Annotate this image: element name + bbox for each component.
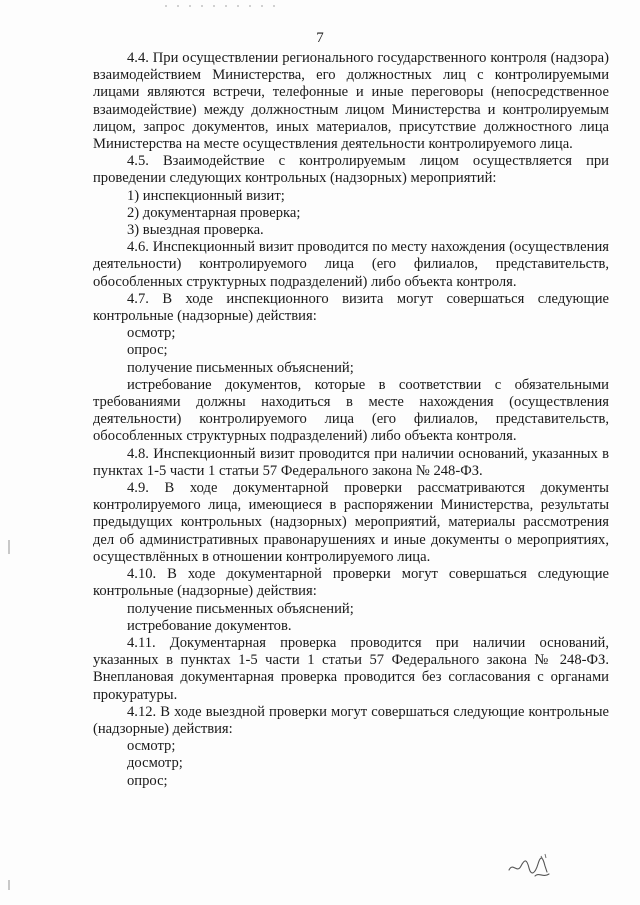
list-item: опрос; <box>127 772 168 789</box>
page-number: 7 <box>316 30 324 46</box>
document-body <box>93 50 609 790</box>
list-item: получение письменных объяснений; <box>127 600 354 617</box>
paragraph-4-6: 4.6. Инспекционный визит проводится по месту нахождения (осуществления деятельности) контролируемого лица (его филиалов, представительств, обособленных структурных подразделений) либо объекта контроля. <box>93 239 609 290</box>
paragraph-4-7: 4.7. В ходе инспекционного визита могут совершаться следующие контрольные (надзорные) действия: <box>93 290 609 325</box>
scan-edge-mark <box>8 540 10 554</box>
scan-artifact <box>160 4 280 8</box>
paragraph-4-8: 4.8. Инспекционный визит проводится при наличии оснований, указанных в пунктах 1-5 части 1 статьи 57 Федерального закона № 248-ФЗ. <box>93 445 609 479</box>
list-item: истребование документов, которые в соответствии с обязательными требованиями должны находиться в месте нахождения (осуществления деятельности) контролируемого лица (его филиалов, представительств, обособленных структурных подразделений) либо объекта контроля. <box>93 376 609 445</box>
paragraph-4-4: 4.4. При осуществлении регионального государственного контроля (надзора) взаимодействием Министерства, его должностных лиц с контролируемыми лицами являются встречи, телефонные и иные переговоры (непосредственное взаимодействие) между должностным лицом Министерства и контролируемым лицом, запрос документов, иных материалов, присутствие должностного лица Министерства на месте осуществления деятельности контролируемого лица. <box>93 50 609 153</box>
list-item: осмотр; <box>127 325 176 342</box>
signature-initials <box>505 852 555 882</box>
paragraph-4-11: 4.11. Документарная проверка проводится при наличии оснований, указанных в пунктах 1-5 части 1 статьи 57 Федерального закона № 248-ФЗ. Внеплановая документарная проверка проводится без согласования с органами прокуратуры. <box>93 634 609 703</box>
list-item: 3) выездная проверка. <box>127 222 264 239</box>
list-item: опрос; <box>127 342 168 359</box>
paragraph-4-10: 4.10. В ходе документарной проверки могут совершаться следующие контрольные (надзорные) действия: <box>93 566 609 600</box>
paragraph-4-9: 4.9. В ходе документарной проверки рассматриваются документы контролируемого лица, имеющиеся в распоряжении Министерства, результаты предыдущих контрольных (надзорных) мероприятий, материалы рассмотрения дел об административных правонарушениях и иные документы о мероприятиях, осуществлённых в отношении контролируемого лица. <box>93 480 609 565</box>
list-item: 2) документарная проверка; <box>127 204 301 221</box>
paragraph-4-5: 4.5. Взаимодействие с контролируемым лицом осуществляется при проведении следующих контрольных (надзорных) мероприятий: <box>93 153 609 187</box>
scan-edge-mark <box>8 880 10 890</box>
list-item: 1) инспекционный визит; <box>127 187 285 204</box>
list-item: осмотр; <box>127 738 176 755</box>
paragraph-4-12: 4.12. В ходе выездной проверки могут совершаться следующие контрольные (надзорные) действия: <box>93 703 609 737</box>
list-item: истребование документов. <box>127 617 292 634</box>
list-item: получение письменных объяснений; <box>127 359 354 376</box>
list-item: досмотр; <box>127 755 183 772</box>
